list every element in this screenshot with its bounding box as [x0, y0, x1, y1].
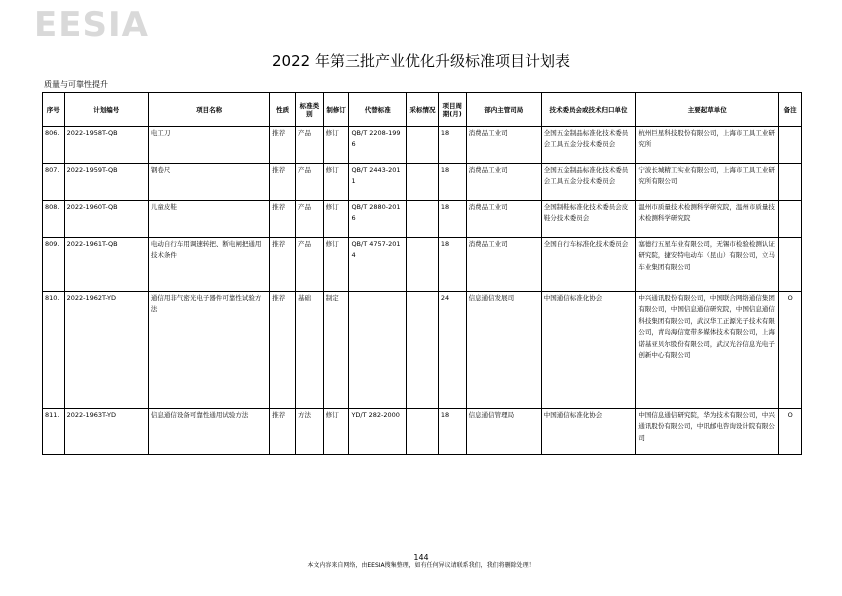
- cell-category: 产品: [295, 201, 323, 238]
- plan-table: [42, 92, 802, 455]
- header-dept: 部内主管司局: [466, 93, 541, 127]
- cell-category: 基础: [295, 292, 323, 409]
- header-drafters: 主要起草单位: [636, 93, 779, 127]
- cell-code: 2022-1958T-QB: [64, 127, 148, 164]
- header-code: 计划编号: [64, 93, 148, 127]
- cell-committee: 中国通信标准化协会: [541, 292, 636, 409]
- cell-revision: 修订: [323, 127, 349, 164]
- cell-replace: [349, 292, 407, 409]
- cell-nature: 推荐: [270, 409, 296, 455]
- cell-adopt: [407, 292, 439, 409]
- cell-note: [779, 164, 802, 201]
- cell-cycle: 18: [438, 201, 466, 238]
- table-header-row: [43, 93, 802, 127]
- cell-code: 2022-1961T-QB: [64, 238, 148, 292]
- cell-replace: QB/T 4757-2014: [349, 238, 407, 292]
- section-heading: 质量与可靠性提升: [44, 80, 108, 89]
- table-row: [43, 409, 802, 455]
- cell-name: 电工刀: [148, 127, 269, 164]
- table-row: [43, 238, 802, 292]
- cell-category: 方法: [295, 409, 323, 455]
- table-row: [43, 127, 802, 164]
- cell-note: [779, 201, 802, 238]
- cell-dept: 信息通信发展司: [466, 292, 541, 409]
- cell-committee: 全国制鞋标准化技术委员会皮鞋分技术委员会: [541, 201, 636, 238]
- cell-dept: 消费品工业司: [466, 238, 541, 292]
- footer-disclaimer: 本文内容来自网络，由EESIA搜集整理，如有任何异议请联系我们，我们将删除处理！: [307, 562, 535, 569]
- cell-adopt: [407, 409, 439, 455]
- header-replace: 代替标准: [349, 93, 407, 127]
- cell-dept: 信息通信管理局: [466, 409, 541, 455]
- cell-nature: 推荐: [270, 164, 296, 201]
- header-name: 项目名称: [148, 93, 269, 127]
- cell-no: 809.: [43, 238, 65, 292]
- cell-code: 2022-1962T-YD: [64, 292, 148, 409]
- table-row: [43, 164, 802, 201]
- cell-adopt: [407, 201, 439, 238]
- header-no: 序号: [43, 93, 65, 127]
- cell-cycle: 18: [438, 238, 466, 292]
- header-nature: 性质: [270, 93, 296, 127]
- page-number: 144: [413, 553, 429, 562]
- cell-replace: YD/T 282-2000: [349, 409, 407, 455]
- cell-no: 806.: [43, 127, 65, 164]
- cell-category: 产品: [295, 164, 323, 201]
- cell-replace: QB/T 2880-2016: [349, 201, 407, 238]
- cell-category: 产品: [295, 127, 323, 164]
- cell-code: 2022-1963T-YD: [64, 409, 148, 455]
- cell-no: 807.: [43, 164, 65, 201]
- cell-name: 电动自行车用调速转把、断电闸把通用技术条件: [148, 238, 269, 292]
- cell-nature: 推荐: [270, 292, 296, 409]
- cell-code: 2022-1960T-QB: [64, 201, 148, 238]
- cell-note: O: [779, 292, 802, 409]
- cell-dept: 消费品工业司: [466, 201, 541, 238]
- cell-revision: 修订: [323, 409, 349, 455]
- cell-revision: 修订: [323, 164, 349, 201]
- cell-nature: 推荐: [270, 127, 296, 164]
- cell-no: 811.: [43, 409, 65, 455]
- cell-dept: 消费品工业司: [466, 127, 541, 164]
- cell-committee: 全国五金制品标准化技术委员会工具五金分技术委员会: [541, 127, 636, 164]
- header-revision: 制修订: [323, 93, 349, 127]
- page-title: 2022 年第三批产业优化升级标准项目计划表: [272, 52, 570, 70]
- cell-note: [779, 238, 802, 292]
- cell-cycle: 18: [438, 164, 466, 201]
- cell-dept: 消费品工业司: [466, 164, 541, 201]
- cell-adopt: [407, 238, 439, 292]
- cell-committee: 全国五金制品标准化技术委员会工具五金分技术委员会: [541, 164, 636, 201]
- cell-adopt: [407, 127, 439, 164]
- cell-replace: QB/T 2208-1996: [349, 127, 407, 164]
- cell-revision: 修订: [323, 238, 349, 292]
- table-row: [43, 292, 802, 409]
- cell-drafters: 宁波长城精工实业有限公司，上海市工具工业研究所有限公司: [636, 164, 779, 201]
- cell-cycle: 18: [438, 409, 466, 455]
- eesia-logo: EESIA: [34, 5, 149, 45]
- cell-name: 钢卷尺: [148, 164, 269, 201]
- cell-committee: 全国自行车标准化技术委员会: [541, 238, 636, 292]
- header-adopt: 采标情况: [407, 93, 439, 127]
- cell-adopt: [407, 164, 439, 201]
- cell-cycle: 18: [438, 127, 466, 164]
- cell-committee: 中国通信标准化协会: [541, 409, 636, 455]
- header-note: 备注: [779, 93, 802, 127]
- cell-replace: QB/T 2443-2011: [349, 164, 407, 201]
- cell-revision: 制定: [323, 292, 349, 409]
- cell-note: O: [779, 409, 802, 455]
- cell-drafters: 塞德行五星车业有限公司，无锡市检验检测认证研究院，捷安特电动车（昆山）有限公司，立马车业集团有限公司: [636, 238, 779, 292]
- cell-category: 产品: [295, 238, 323, 292]
- cell-cycle: 24: [438, 292, 466, 409]
- cell-nature: 推荐: [270, 201, 296, 238]
- table-row: [43, 201, 802, 238]
- cell-name: 儿童皮鞋: [148, 201, 269, 238]
- cell-no: 810.: [43, 292, 65, 409]
- cell-drafters: 杭州巨星科技股份有限公司，上海市工具工业研究所: [636, 127, 779, 164]
- cell-drafters: 中国信息通信研究院，华为技术有限公司，中兴通讯股份有限公司，中讯邮电咨询设计院有限公司: [636, 409, 779, 455]
- cell-nature: 推荐: [270, 238, 296, 292]
- cell-no: 808.: [43, 201, 65, 238]
- cell-code: 2022-1959T-QB: [64, 164, 148, 201]
- cell-revision: 修订: [323, 201, 349, 238]
- cell-name: 信息通信设备可靠性通用试验方法: [148, 409, 269, 455]
- cell-name: 通信用非气密光电子器件可靠性试验方法: [148, 292, 269, 409]
- header-cycle: 项目周期(月): [438, 93, 466, 127]
- header-committee: 技术委员会或技术归口单位: [541, 93, 636, 127]
- header-category: 标准类别: [295, 93, 323, 127]
- cell-drafters: 温州市质量技术检测科学研究院，温州市质量技术检测科学研究院: [636, 201, 779, 238]
- cell-drafters: 中兴通讯股份有限公司，中国联合网络通信集团有限公司，中国信息通信研究院，中国信息通信科技集团有限公司，武汉华工正源光子技术有限公司，青岛海信宽带多媒体技术有限公司，上海诺基亚贝尔股份有限公司，武汉光谷信息光电子创新中心有限公司: [636, 292, 779, 409]
- cell-note: [779, 127, 802, 164]
